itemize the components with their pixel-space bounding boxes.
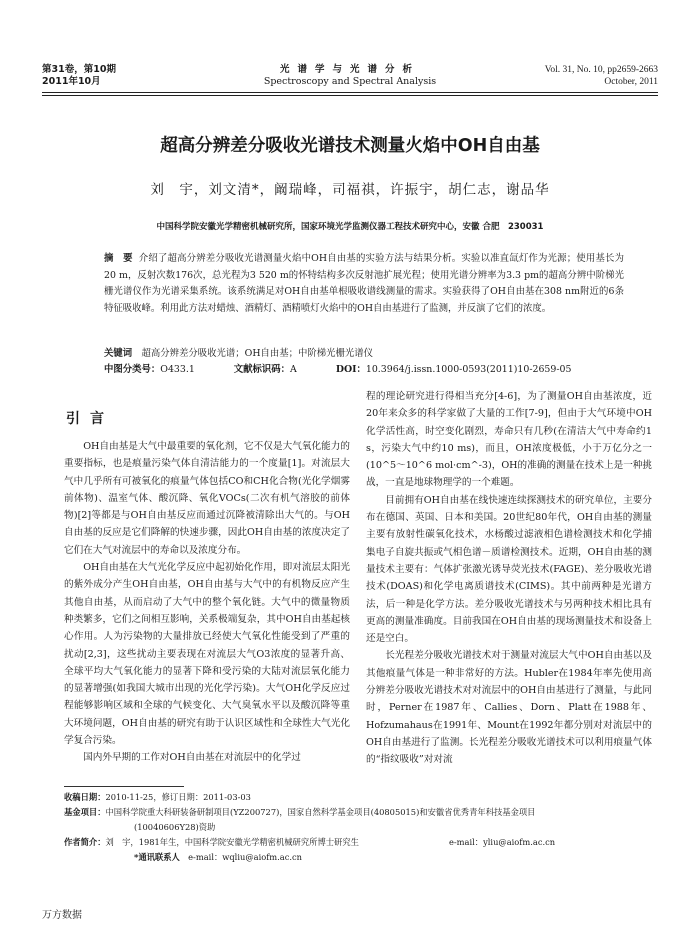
header-rule-thick: [42, 92, 658, 93]
footnote-rule: [64, 786, 184, 787]
fund-text-cont: (10040606Y28)资助: [134, 822, 216, 832]
paragraph: OH自由基在大气光化学反应中起初始化作用，即对流层太阳光的紫外成分产生OH自由基，OH自由基与大气中的有机物反应产生其他自由基，从而启动了大气中的整个氧化链。大气中的微量物质种类繁多，它们之间相互影响，关系极端复杂，其中OH自由基起核心作用。人为污染物的大量排放已经使大气氧化性能受到了严重的扰动[2,3]，这些扰动主要表现在对流层大气O3浓度的显著升高、全球平均大气氧化能力的显著下降和受污染的大陆对流层氧化能力的显著增强(如我国大城市出现的光化学污染)。大气OH化学反应过程能够影响区域和全球的气候变化、大气臭氧水平以及酸沉降等重大环境问题，OH自由基的研究有助于认识区域性和全球性大气光化学复合污染。: [64, 562, 350, 747]
volume-issue: 第31卷，第10期: [42, 64, 116, 75]
author-bio: 刘 宇，1981年生，中国科学院安徽光学精密机械研究所博士研究生: [105, 837, 359, 847]
issue-date: 2011年10月: [42, 76, 101, 87]
doc-code-value: A: [290, 364, 297, 375]
abstract-text: 介绍了超高分辨差分吸收光谱测量火焰中OH自由基的实验方法与结果分析。实验以准直氙灯作为光源；使用基长为20 m，反射次数176次，总光程为3 520 m的怀特结构多次反射池扩展光程；使用光谱分辨率为3.3 pm的超高分辨中阶梯光栅光谱仪作为光谱采集系统。该系统满足对OH自由基单根吸收谱线测量的需求。实验获得了OH自由基在308 nm附近的6条特征吸收峰。利用此方法对蜡烛、酒精灯、酒精喷灯火焰中的OH自由基进行了监测，并反演了它们的浓度。: [104, 253, 624, 314]
journal-name-en: Spectroscopy and Spectral Analysis: [263, 76, 437, 87]
author-list: 刘 宇，刘文清*，阚瑞峰，司福祺，许振宇，胡仁志，谢品华: [150, 182, 550, 198]
paragraph: 国内外早期的工作对OH自由基在对流层中的化学过: [83, 752, 301, 764]
paragraph: 目前拥有OH自由基在线快速连续探测技术的研究单位，主要分布在德国、英国、日本和美国。20世纪80年代，OH自由基的测量主要有放射性碳氧化技术，水杨酸过滤液相色谱检测技术和化学捕集电子自旋共振或气相色谱－质谱检测技术。近期，OH自由基的测量技术主要有：气体扩张激光诱导荧光技术(FAGE)、差分吸收光谱技术(DOAS)和化学电离质谱技术(CIMS)。其中前两种是光谱方法，后一种是化学方法。差分吸收光谱技术与另两种技术相比具有更高的测量准确度。目前我国在OH自由基的现场测量技术和设备上还是空白。: [366, 494, 652, 645]
author-bio-label: 作者简介：: [64, 837, 106, 847]
keywords-label: 关键词: [104, 348, 133, 359]
abstract: [104, 251, 624, 317]
affiliation: 中国科学院安徽光学精密机械研究所，国家环境光学监测仪器工程技术研究中心，安徽 合肥 230031: [156, 222, 544, 232]
doi-label: DOI：: [335, 364, 366, 375]
contact-email: e-mail：wqliu@aiofm.ac.cn: [188, 852, 303, 862]
left-column: [64, 438, 350, 767]
source-watermark: 万方数据: [42, 910, 82, 921]
paragraph: 长光程差分吸收光谱技术对于测量对流层大气中OH自由基以及其他痕量气体是一种非常好的方法。Hubler在1984年率先使用高分辨差分吸收光谱技术对对流层中的OH自由基进行了测量，与此同时，Perner在1987年、Callies、Dorn、Platt在1988年、Hofzumahaus在1991年、Mount在1992年都分别对对流层中的OH自由基进行了监测。长光程差分吸收光谱技术可以利用痕量气体的“指纹吸收”对对流: [366, 650, 652, 766]
contact-label: *通讯联系人: [134, 852, 180, 862]
received-label: 收稿日期：: [64, 792, 106, 802]
paragraph: OH自由基是大气中最重要的氧化剂，它不仅是大气氧化能力的重要指标，也是痕量污染气体自清洁能力的一个度量[1]。对流层大气中几乎所有可被氧化的痕量气体包括CO和CH化合物(光化学烟雾前体物)、温室气体、酸沉降、氧化VOCs(二次有机气溶胶的前体物)[2]等都是与OH自由基反应而通过沉降被清除出大气的。与OH自由基的反应是它们降解的快速步骤，因此OH自由基的浓度决定了它们在大气对流层中的寿命以及浓度分布。: [64, 441, 350, 556]
header-rule-thin: [42, 95, 658, 96]
received-dates: 2010-11-25，修订日期：2011-03-03: [105, 792, 251, 802]
doc-code-label: 文献标识码：: [233, 364, 291, 375]
doi-value: 10.3964/j.issn.1000-0593(2011)10-2659-05: [365, 364, 572, 375]
fund-text: 中国科学院重大科研装备研制项目(YZ200727)，国家自然科学基金项目(40805015)和安徽省优秀青年科技基金项目: [105, 807, 536, 817]
journal-citation: [545, 64, 658, 88]
classification-line: [104, 362, 664, 378]
footnotes: [64, 790, 664, 865]
right-column: [366, 388, 652, 769]
month-year: October, 2011: [604, 77, 658, 87]
abstract-label: 摘 要: [104, 253, 133, 264]
vol-pages: Vol. 31, No. 10, pp2659-2663: [544, 65, 658, 75]
keywords-text: 超高分辨差分吸收光谱；OH自由基；中阶梯光栅光谱仪: [141, 348, 374, 359]
journal-name-cn: 光谱学与光谱分析: [279, 64, 420, 75]
author-email: e-mail：yliu@aiofm.ac.cn: [448, 837, 556, 847]
section-title-introduction: 引言: [66, 411, 114, 427]
keywords: [104, 346, 624, 362]
paragraph: 程的理论研究进行得相当充分[4-6]，为了测量OH自由基浓度，近20年来众多的科学家做了大量的工作[7-9]，但由于大气环境中OH化学活性高，时空变化剧烈，寿命只有几秒(在清洁大气中寿命约1 s，污染大气中约10 ms)，而且，OH浓度极低，小于万亿分之一(10^5～10^6 mol·cm^-3)，OH的准确的测量在技术上是一种挑战，一直是地球物理学的一个难题。: [366, 391, 652, 489]
clc-value: O433.1: [160, 364, 195, 375]
clc-label: 中图分类号：: [104, 364, 161, 375]
paper-title: 超高分辨差分吸收光谱技术测量火焰中OH自由基: [160, 136, 540, 156]
fund-label: 基金项目：: [64, 807, 106, 817]
